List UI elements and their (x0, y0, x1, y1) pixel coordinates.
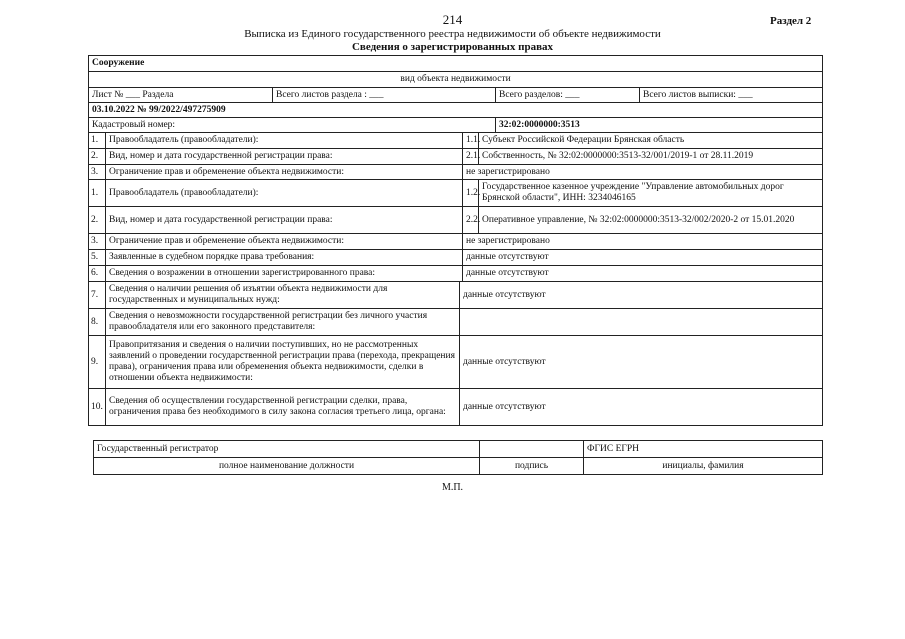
table-row (89, 282, 823, 309)
row-number: 5. (89, 250, 106, 266)
signature-caption: подпись (480, 458, 584, 475)
row-value: данные отсутствуют (460, 389, 823, 426)
row-label: Заявленные в судебном порядке права требования: (106, 250, 463, 266)
row-value: данные отсутствуют (460, 282, 823, 309)
row-label: Вид, номер и дата государственной регистрации права: (106, 149, 463, 165)
cadastral-label: Кадастровый номер: (89, 118, 496, 133)
row-label: Правообладатель (правообладатели): (106, 180, 463, 207)
table-row (89, 266, 823, 282)
row-number: 9. (89, 336, 106, 389)
position-caption: полное наименование должности (94, 458, 480, 475)
row-number: 3. (89, 234, 106, 250)
total-sheets-section: Всего листов раздела : ___ (273, 88, 496, 103)
rights-table (88, 55, 823, 426)
section-label: Раздел 2 (770, 15, 812, 27)
table-row (89, 336, 823, 389)
row-value: не зарегистрировано (463, 234, 823, 250)
row-value: Оперативное управление, № 32:02:0000000:3513-32/002/2020-2 от 15.01.2020 (479, 207, 823, 234)
row-label: Сведения о возражении в отношении зарегистрированного права: (106, 266, 463, 282)
total-sections: Всего разделов: ___ (496, 88, 640, 103)
object-type: Сооружение (89, 56, 823, 72)
table-row (89, 149, 823, 165)
row-subnumber: 2.2. (463, 207, 479, 234)
row-number: 2. (89, 149, 106, 165)
table-row (89, 180, 823, 207)
row-number: 1. (89, 133, 106, 149)
table-row (89, 234, 823, 250)
stamp-place: М.П. (441, 482, 464, 493)
row-number: 8. (89, 309, 106, 336)
initials-caption: инициалы, фамилия (584, 458, 823, 475)
row-value: Субъект Российской Федерации Брянская область (479, 133, 823, 149)
row-number: 7. (89, 282, 106, 309)
row-number: 2. (89, 207, 106, 234)
table-row (89, 165, 823, 180)
row-value: данные отсутствуют (463, 266, 823, 282)
row-label: Сведения о невозможности государственной регистрации без личного участия правообладателя или его законного представителя: (106, 309, 460, 336)
row-subnumber: 1.1. (463, 133, 479, 149)
row-number: 6. (89, 266, 106, 282)
registrar-label: Государственный регистратор (94, 441, 480, 458)
row-subnumber: 2.1. (463, 149, 479, 165)
row-label: Ограничение прав и обременение объекта недвижимости: (106, 234, 463, 250)
row-label: Сведения об осуществлении государственной регистрации сделки, права, ограничения права без необходимого в силу закона согласия третьего лица, органа: (106, 389, 460, 426)
signature-table (93, 440, 823, 475)
row-value: данные отсутствуют (460, 336, 823, 389)
row-value: данные отсутствуют (463, 250, 823, 266)
row-subnumber: 1.2. (463, 180, 479, 207)
table-row (89, 389, 823, 426)
row-value: Государственное казенное учреждение "Управление автомобильных дорог Брянской области", ИНН: 3234046165 (479, 180, 823, 207)
row-number: 1. (89, 180, 106, 207)
row-label: Вид, номер и дата государственной регистрации права: (106, 207, 463, 234)
fgis-label: ФГИС ЕГРН (584, 441, 823, 458)
object-type-caption: вид объекта недвижимости (89, 72, 823, 88)
extract-date-number: 03.10.2022 № 99/2022/497275909 (89, 103, 823, 118)
page-number: 214 (442, 12, 463, 27)
table-row (89, 250, 823, 266)
table-row (89, 133, 823, 149)
document-title: Выписка из Единого государственного реестра недвижимости об объекте недвижимости (244, 28, 661, 40)
document-subtitle: Сведения о зарегистрированных правах (351, 41, 554, 53)
total-sheets-extract: Всего листов выписки: ___ (640, 88, 823, 103)
row-label: Ограничение прав и обременение объекта недвижимости: (106, 165, 463, 180)
row-number: 3. (89, 165, 106, 180)
row-label: Сведения о наличии решения об изъятии объекта недвижимости для государственных и муниципальных нужд: (106, 282, 460, 309)
row-label: Правопритязания и сведения о наличии поступивших, но не рассмотренных заявлений о проведении государственной регистрации права (перехода, прекращения права), ограничения права или обременения объекта недвижимости, сделки в отношении объекта недвижимости: (106, 336, 460, 389)
table-row (89, 207, 823, 234)
row-value (460, 309, 823, 336)
row-value: Собственность, № 32:02:0000000:3513-32/001/2019-1 от 28.11.2019 (479, 149, 823, 165)
table-row (89, 309, 823, 336)
row-label: Правообладатель (правообладатели): (106, 133, 463, 149)
cadastral-number: 32:02:0000000:3513 (496, 118, 823, 133)
sheet-number: Лист № ___ Раздела (89, 88, 273, 103)
row-number: 10. (89, 389, 106, 426)
row-value: не зарегистрировано (463, 165, 823, 180)
